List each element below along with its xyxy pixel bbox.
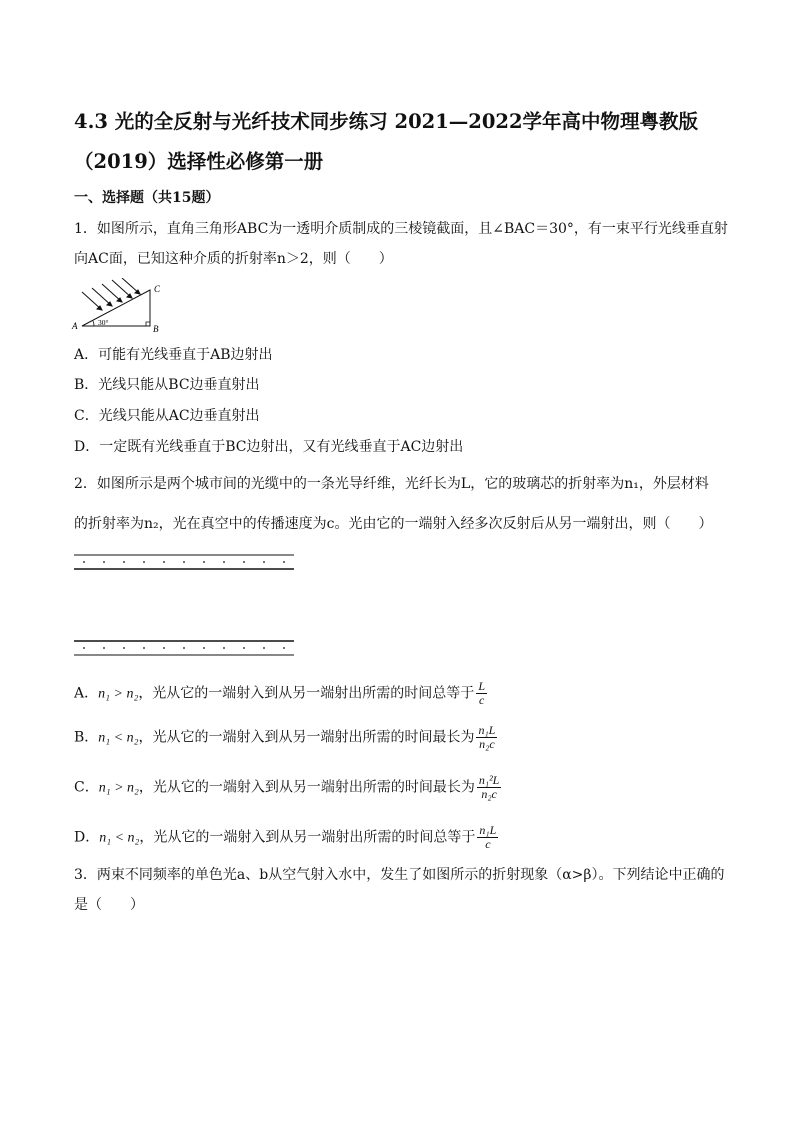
label-c: C xyxy=(154,284,161,294)
title-line-1: 4.3 光的全反射与光纤技术同步练习 2021—2022学年高中物理粤教版 xyxy=(74,110,699,133)
right-angle-mark xyxy=(146,322,150,326)
q2-line-1: 2．如图所示是两个城市间的光缆中的一条光导纤维，光纤长为L，它的玻璃芯的折射率为n₁，外层材料 xyxy=(74,476,709,492)
q2-fiber-figure xyxy=(72,553,296,661)
q1-option-b: B．光线只能从BC边垂直射出 xyxy=(74,377,260,393)
fraction: $\frac{L}{c}$ xyxy=(478,679,485,707)
q1-prism-figure xyxy=(70,278,170,334)
q1-line-1: 1．如图所示，直角三角形ABC为一透明介质制成的三棱镜截面，且∠BAC＝30°，有一束平行光线垂直射 xyxy=(74,221,728,237)
q2-option-c: C．n₁ > n₂，光从它的一端射入到从另一端射出所需的时间最长为 $\frac{\text{n₁²L}}{\text{n₂c}}$ xyxy=(74,773,500,801)
prism-triangle xyxy=(82,290,150,326)
fraction: $\frac{\text{n₁L}}{\text{n₂c}}$ xyxy=(478,723,496,751)
q1-option-a: A．可能有光线垂直于AB边射出 xyxy=(74,347,273,363)
q2-line-2: 的折射率为n₂，光在真空中的传播速度为c。光由它的一端射入经多次反射后从另一端射出，则（ ） xyxy=(74,516,713,532)
q2-option-b: B．n₁ < n₂，光从它的一端射入到从另一端射出所需的时间最长为 $\frac{\text{n₁L}}{\text{n₂c}}$ xyxy=(74,723,496,751)
fraction: $\frac{\text{n₁L}}{c}$ xyxy=(479,823,497,851)
q2-option-a: A．n₁ > n₂，光从它的一端射入到从另一端射出所需的时间总等于 $\frac{L}{c}$ xyxy=(74,679,485,707)
incident-rays xyxy=(82,278,140,310)
q2-option-d: D．n₁ < n₂，光从它的一端射入到从另一端射出所需的时间总等于 $\frac{\text{n₁L}}{c}$ xyxy=(74,823,497,851)
label-a: A xyxy=(72,321,78,331)
q3-line-1: 3．两束不同频率的单色光a、b从空气射入水中，发生了如图所示的折射现象（α>β）。下列结论中正确的 xyxy=(74,867,725,883)
fraction: $\frac{\text{n₁²L}}{\text{n₂c}}$ xyxy=(478,773,500,801)
title-line-2: （2019）选择性必修第一册 xyxy=(74,150,324,173)
fiber-bottom-dots xyxy=(83,647,285,649)
angle-arc xyxy=(93,321,94,326)
label-angle: 30° xyxy=(98,318,109,327)
section-heading: 一、选择题（共15题） xyxy=(74,190,220,206)
q1-line-2: 向AC面，已知这种介质的折射率n＞2，则（ ） xyxy=(74,251,393,267)
q1-option-d: D．一定既有光线垂直于BC边射出，又有光线垂直于AC边射出 xyxy=(74,439,464,455)
label-b: B xyxy=(153,324,159,334)
q3-line-2: 是（ ） xyxy=(74,897,144,913)
q1-option-c: C．光线只能从AC边垂直射出 xyxy=(74,408,260,424)
fiber-top-dots xyxy=(83,561,285,563)
